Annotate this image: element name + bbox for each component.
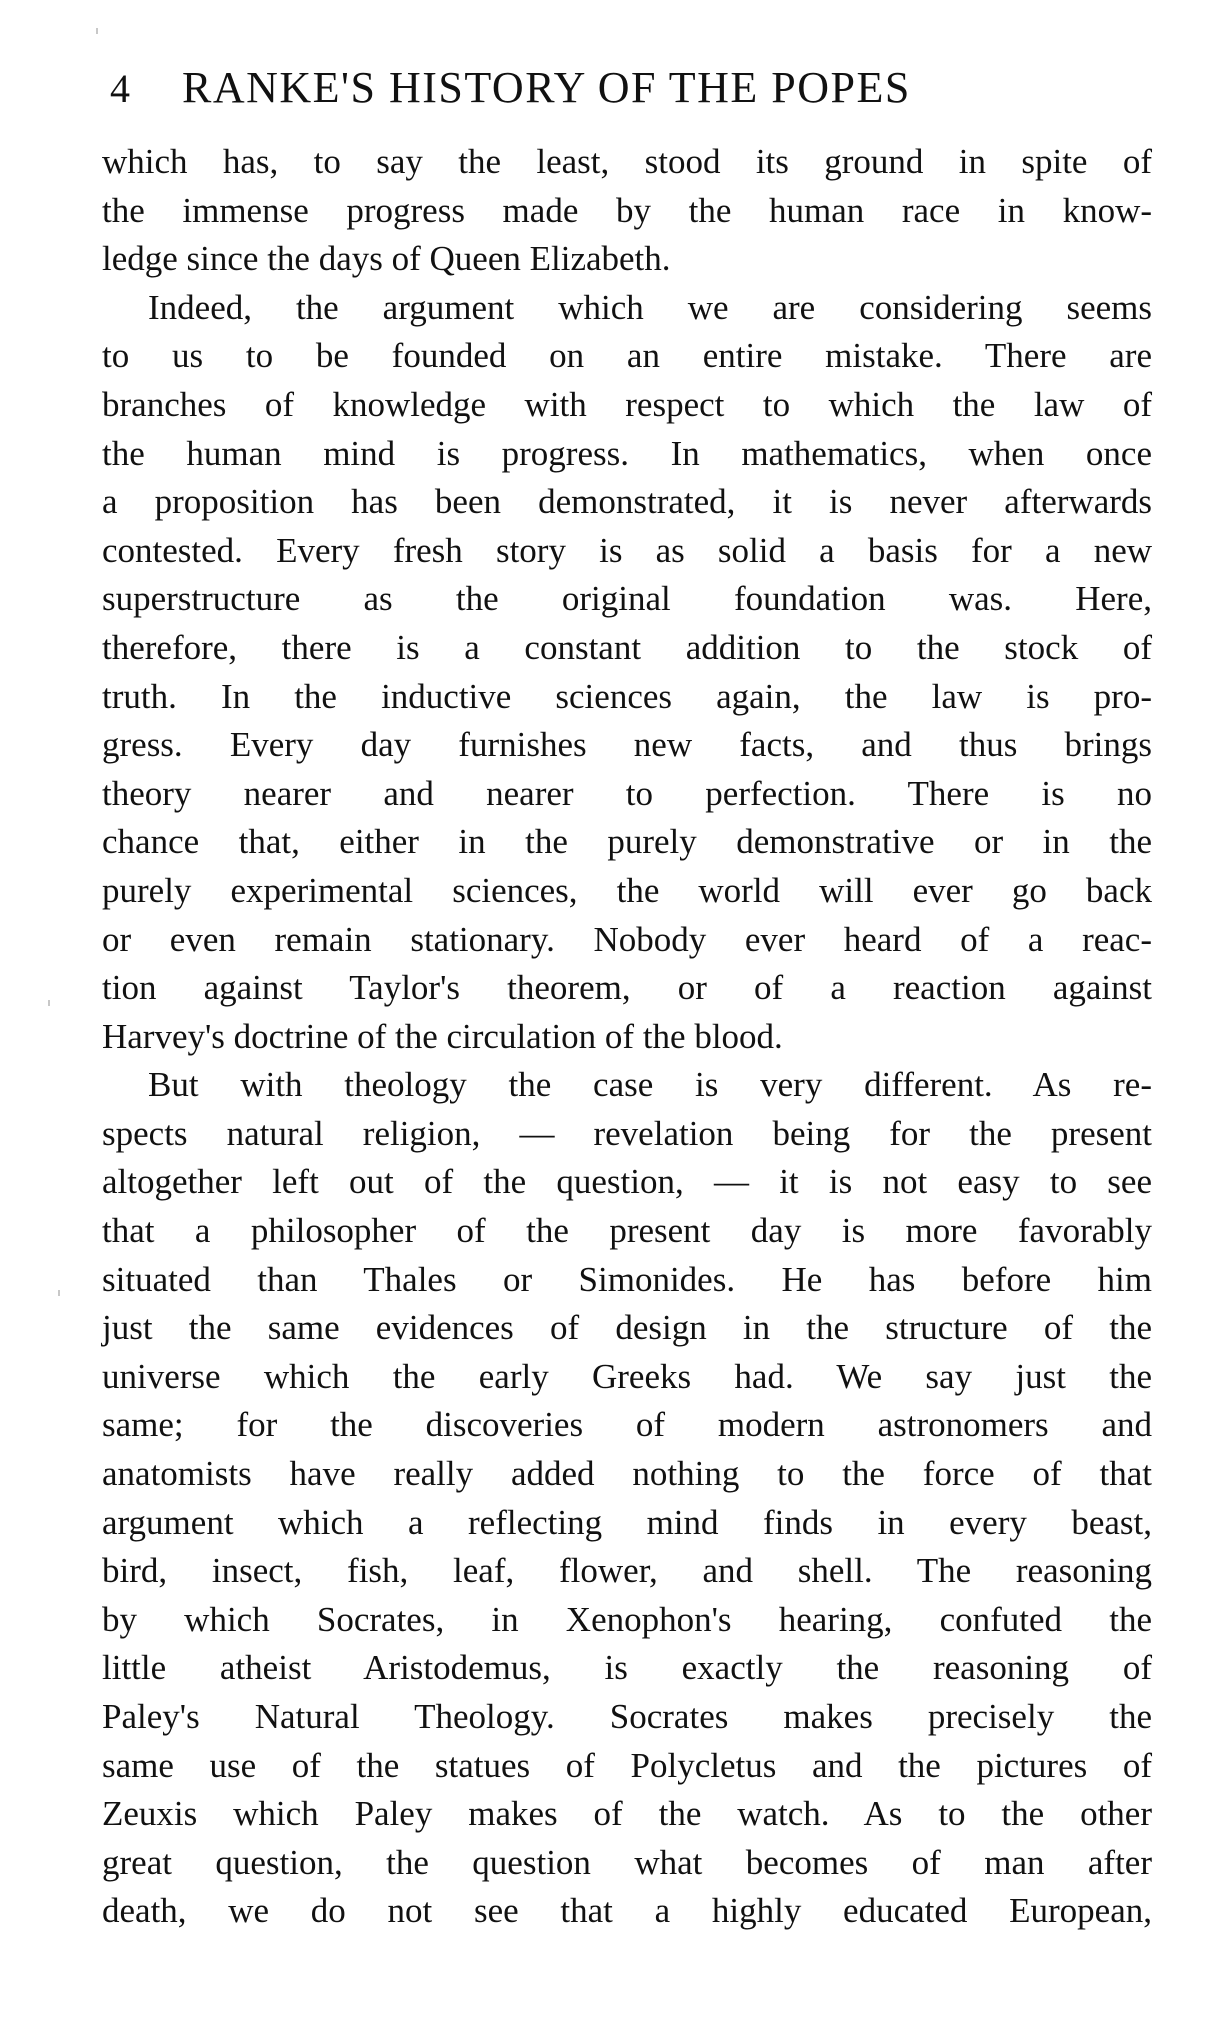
text-line: chance that, either in the purely demonstrative or in the <box>102 822 1152 862</box>
text-line: little atheist Aristodemus, is exactly the reasoning of <box>102 1648 1152 1688</box>
text-line: anatomists have really added nothing to the force of that <box>102 1454 1152 1494</box>
text-line: same use of the statues of Polycletus and the pictures of <box>102 1745 1152 1785</box>
text-line: bird, insect, fish, leaf, flower, and shell. The reasoning <box>102 1551 1152 1591</box>
paper-speck <box>96 28 98 34</box>
text-line: the immense progress made by the human race in know- <box>102 190 1152 230</box>
paragraph-3 <box>102 1061 1152 1936</box>
running-head <box>110 58 1110 118</box>
text-line: truth. In the inductive sciences again, the law is pro- <box>102 676 1152 716</box>
text-line: purely experimental sciences, the world will ever go back <box>102 870 1152 910</box>
text-line: altogether left out of the question, — it is not easy to see <box>102 1162 1152 1202</box>
text-line: by which Socrates, in Xenophon's hearing, confuted the <box>102 1599 1152 1639</box>
text-line: death, we do not see that a highly educated European, <box>102 1891 1152 1931</box>
text-line: situated than Thales or Simonides. He has before him <box>102 1259 1152 1299</box>
text-line: universe which the early Greeks had. We say just the <box>102 1356 1152 1396</box>
paper-speck <box>48 1000 50 1006</box>
text-line: tion against Taylor's theorem, or of a reaction against <box>102 968 1152 1008</box>
text-line: the human mind is progress. In mathematics, when once <box>102 433 1152 473</box>
text-line: spects natural religion, — revelation being for the present <box>102 1113 1152 1153</box>
text-line: theory nearer and nearer to perfection. There is no <box>102 773 1152 813</box>
text-line: Zeuxis which Paley makes of the watch. As to the other <box>102 1794 1152 1834</box>
text-line: argument which a reflecting mind finds in every beast, <box>102 1502 1152 1542</box>
text-line: just the same evidences of design in the structure of the <box>102 1308 1152 1348</box>
text-line: great question, the question what becomes of man after <box>102 1842 1152 1882</box>
text-line: therefore, there is a constant addition to the stock of <box>102 627 1152 667</box>
text-line: Paley's Natural Theology. Socrates makes precisely the <box>102 1697 1152 1736</box>
text-line: gress. Every day furnishes new facts, and thus brings <box>102 725 1152 765</box>
paper-speck <box>58 1290 60 1296</box>
text-line: contested. Every fresh story is as solid a basis for a new <box>102 530 1152 570</box>
text-line: Indeed, the argument which we are considering seems <box>148 287 1152 327</box>
text-line: same; for the discoveries of modern astronomers and <box>102 1405 1152 1445</box>
text-line: that a philosopher of the present day is more favorably <box>102 1211 1152 1251</box>
text-line: which has, to say the least, stood its ground in spite of <box>102 142 1152 181</box>
text-line: But with theology the case is very different. As re- <box>148 1065 1152 1105</box>
page-number: 4 <box>110 66 131 111</box>
paragraph-2 <box>102 284 1152 1062</box>
text-line: to us to be founded on an entire mistake. There are <box>102 336 1152 376</box>
text-line: Harvey's doctrine of the circulation of the blood. <box>102 1016 783 1056</box>
text-line: or even remain stationary. Nobody ever heard of a reac- <box>102 919 1152 959</box>
text-line: ledge since the days of Queen Elizabeth. <box>102 239 671 279</box>
text-line: a proposition has been demonstrated, it is never afterwards <box>102 482 1152 522</box>
text-line: branches of knowledge with respect to which the law of <box>102 384 1152 424</box>
body-text <box>102 138 1152 1936</box>
text-line: superstructure as the original foundation was. Here, <box>102 579 1152 619</box>
running-head-title: RANKE'S HISTORY OF THE POPES <box>182 63 911 112</box>
paragraph-1 <box>102 138 1152 284</box>
